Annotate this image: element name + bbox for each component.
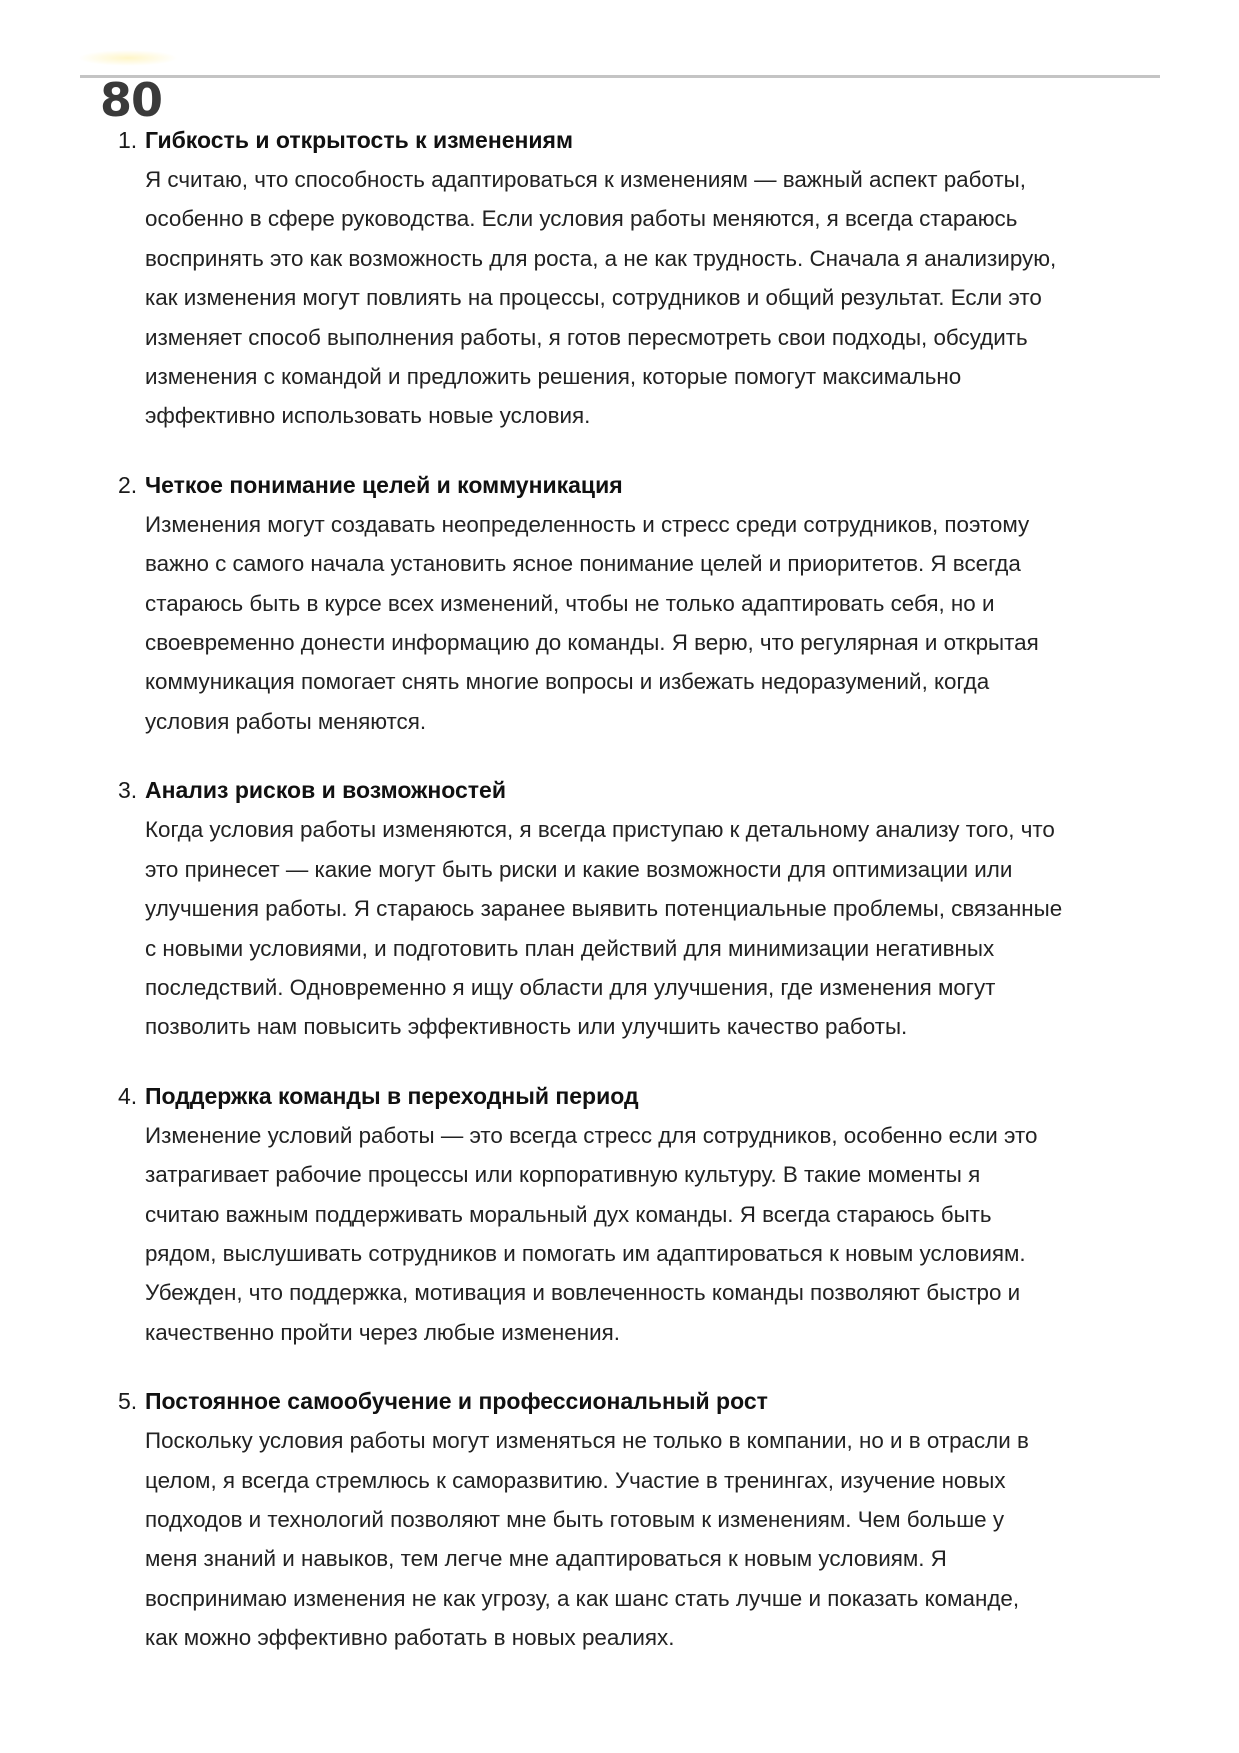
section-number: 2. <box>118 471 138 498</box>
paragraph-line: Когда условия работы изменяются, я всегда приступаю к детальному анализу того, что <box>145 817 1055 843</box>
document-body <box>0 120 1239 1687</box>
section-title: Четкое понимание целей и коммуникация <box>145 471 623 498</box>
paragraph-line: Поскольку условия работы могут изменяться не только в компании, но и в отрасли в <box>145 1428 1029 1454</box>
section-number: 4. <box>118 1082 138 1109</box>
header-highlight <box>78 50 178 66</box>
paragraph-line: считаю важным поддерживать моральный дух команды. Я всегда стараюсь быть <box>145 1201 992 1227</box>
section-number: 3. <box>118 777 138 804</box>
paragraph-line: подходов и технологий позволяют мне быть готовым к изменениям. Чем больше у <box>145 1506 1005 1532</box>
header-rule <box>80 75 1160 78</box>
section-4 <box>0 1076 1239 1352</box>
paragraph-line: с новыми условиями, и подготовить план действий для минимизации негативных <box>145 935 995 961</box>
paragraph-line: последствий. Одновременно я ищу области для улучшения, где изменения могут <box>145 974 996 1000</box>
paragraph-line: эффективно использовать новые условия. <box>145 403 591 429</box>
paragraph-line: Я считаю, что способность адаптироваться к изменениям — важный аспект работы, <box>145 167 1026 192</box>
section-paragraph <box>145 1116 1165 1352</box>
paragraph-line: воспринимаю изменения не как угрозу, а как шанс стать лучше и показать команде, <box>145 1585 1020 1611</box>
paragraph-line: меня знаний и навыков, тем легче мне адаптироваться к новым условиям. Я <box>145 1546 947 1572</box>
paragraph-line: своевременно донести информацию до команды. Я верю, что регулярная и открытая <box>145 630 1039 656</box>
section-number: 1. <box>118 127 138 153</box>
paragraph-line: Изменения могут создавать неопределенность и стресс среди сотрудников, поэтому <box>145 511 1030 537</box>
paragraph-line: улучшения работы. Я стараюсь заранее выявить потенциальные проблемы, связанные <box>145 896 1063 922</box>
paragraph-line: воспринять это как возможность для роста, а не как трудность. Сначала я анализирую, <box>145 245 1057 271</box>
paragraph-line: изменяет способ выполнения работы, я готов пересмотреть свои подходы, обсудить <box>145 324 1028 350</box>
section-paragraph <box>145 810 1165 1046</box>
paragraph-line: затрагивает рабочие процессы или корпоративную культуру. В такие моменты я <box>145 1162 981 1188</box>
paragraph-line: изменения с командой и предложить решения, которые помогут максимально <box>145 364 962 390</box>
paragraph-line: целом, я всегда стремлюсь к саморазвитию. Участие в тренингах, изучение новых <box>145 1467 1006 1493</box>
paragraph-line: это принесет — какие могут быть риски и какие возможности для оптимизации или <box>145 856 1013 882</box>
paragraph-line: Изменение условий работы — это всегда стресс для сотрудников, особенно если это <box>145 1122 1038 1148</box>
paragraph-line: качественно пройти через любые изменения. <box>145 1319 620 1345</box>
section-3 <box>0 770 1239 1046</box>
paragraph-line: особенно в сфере руководства. Если условия работы меняются, я всегда стараюсь <box>145 206 1018 232</box>
section-paragraph <box>145 505 1165 741</box>
section-title: Постоянное самообучение и профессиональный рост <box>145 1388 768 1415</box>
paragraph-line: позволить нам повысить эффективность или улучшить качество работы. <box>145 1014 908 1040</box>
paragraph-line: рядом, выслушивать сотрудников и помогать им адаптироваться к новым условиям. <box>145 1240 1026 1266</box>
paragraph-line: стараюсь быть в курсе всех изменений, чтобы не только адаптировать себя, но и <box>145 590 995 616</box>
section-title: Анализ рисков и возможностей <box>145 777 506 804</box>
page-number: 80 <box>100 73 163 127</box>
section-5 <box>0 1381 1239 1657</box>
section-title: Поддержка команды в переходный период <box>145 1082 639 1109</box>
paragraph-line: как можно эффективно работать в новых реалиях. <box>145 1625 675 1651</box>
section-number: 5. <box>118 1388 138 1415</box>
paragraph-line: как изменения могут повлиять на процессы, сотрудников и общий результат. Если это <box>145 285 1042 311</box>
paragraph-line: Убежден, что поддержка, мотивация и вовлеченность команды позволяют быстро и <box>145 1280 1021 1306</box>
section-paragraph <box>145 160 1165 436</box>
paragraph-line: условия работы меняются. <box>145 708 427 734</box>
section-title: Гибкость и открытость к изменениям <box>145 127 573 153</box>
paragraph-line: коммуникация помогает снять многие вопросы и избежать недоразумений, когда <box>145 669 990 695</box>
paragraph-line: важно с самого начала установить ясное понимание целей и приоритетов. Я всегда <box>145 551 1021 577</box>
section-1 <box>0 120 1239 436</box>
section-2 <box>0 465 1239 741</box>
section-paragraph <box>145 1421 1165 1657</box>
